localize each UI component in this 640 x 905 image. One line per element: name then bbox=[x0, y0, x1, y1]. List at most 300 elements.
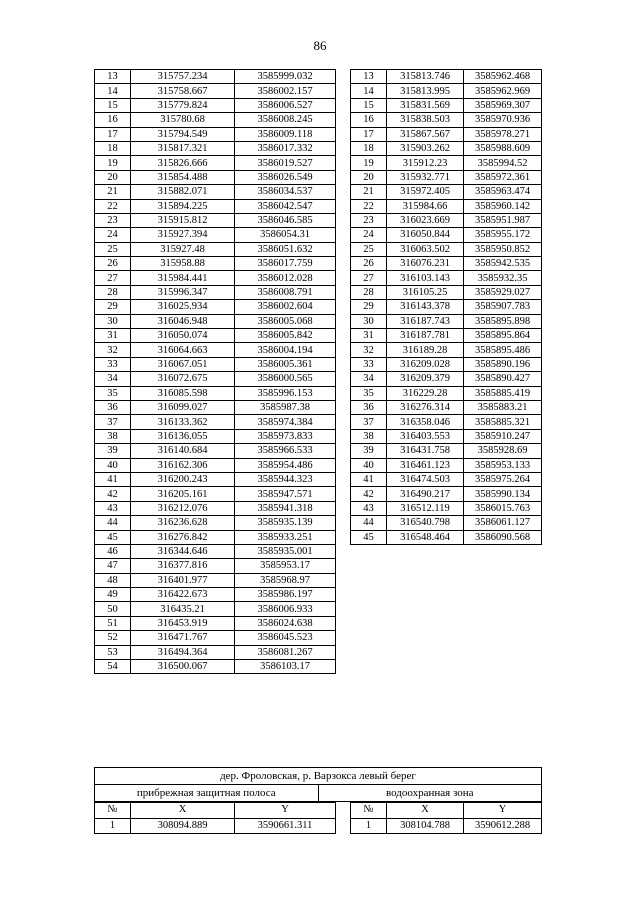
point-number: 51 bbox=[95, 616, 131, 630]
y-coordinate: 3585966.533 bbox=[235, 444, 336, 458]
table-row bbox=[95, 271, 336, 285]
y-coordinate: 3585895.486 bbox=[464, 343, 542, 357]
y-coordinate: 3585928.69 bbox=[464, 444, 542, 458]
point-number: 23 bbox=[351, 213, 387, 227]
table-row bbox=[95, 228, 336, 242]
table-row bbox=[351, 818, 542, 834]
y-coordinate: 3590612.288 bbox=[464, 818, 542, 834]
x-coordinate: 316189.28 bbox=[387, 343, 464, 357]
y-coordinate: 3585955.172 bbox=[464, 228, 542, 242]
x-coordinate: 316046.948 bbox=[131, 314, 235, 328]
y-coordinate: 3586006.527 bbox=[235, 98, 336, 112]
point-number: 14 bbox=[95, 84, 131, 98]
table-row bbox=[351, 429, 542, 443]
y-coordinate: 3585975.264 bbox=[464, 472, 542, 486]
table-row bbox=[351, 372, 542, 386]
table-row bbox=[351, 415, 542, 429]
x-coordinate: 315826.666 bbox=[131, 156, 235, 170]
table-row bbox=[95, 386, 336, 400]
table-row bbox=[351, 300, 542, 314]
y-coordinate: 3586002.604 bbox=[235, 300, 336, 314]
point-number: 27 bbox=[351, 271, 387, 285]
y-coordinate: 3585941.318 bbox=[235, 501, 336, 515]
table-row bbox=[95, 185, 336, 199]
point-number: 25 bbox=[95, 242, 131, 256]
x-coordinate: 316143.378 bbox=[387, 300, 464, 314]
point-number: 40 bbox=[351, 458, 387, 472]
table-row bbox=[95, 257, 336, 271]
x-coordinate: 316344.646 bbox=[131, 544, 235, 558]
point-number: 42 bbox=[95, 487, 131, 501]
point-number: 32 bbox=[95, 343, 131, 357]
table-row bbox=[95, 372, 336, 386]
table-row bbox=[351, 472, 542, 486]
table-row bbox=[351, 70, 542, 84]
y-coordinate: 3586019.527 bbox=[235, 156, 336, 170]
y-coordinate: 3585988.609 bbox=[464, 141, 542, 155]
y-coordinate: 3586005.068 bbox=[235, 314, 336, 328]
table-row bbox=[351, 113, 542, 127]
y-coordinate: 3585935.001 bbox=[235, 544, 336, 558]
table-row bbox=[95, 544, 336, 558]
x-coordinate: 316076.231 bbox=[387, 257, 464, 271]
x-coordinate: 315927.48 bbox=[131, 242, 235, 256]
x-coordinate: 316103.143 bbox=[387, 271, 464, 285]
header-row bbox=[95, 803, 336, 819]
table-row bbox=[95, 487, 336, 501]
table-row bbox=[95, 501, 336, 515]
x-coordinate: 316187.743 bbox=[387, 314, 464, 328]
x-coordinate: 315927.394 bbox=[131, 228, 235, 242]
x-coordinate: 316229.28 bbox=[387, 386, 464, 400]
y-coordinate: 3585890.196 bbox=[464, 357, 542, 371]
y-coordinate: 3585969.307 bbox=[464, 98, 542, 112]
point-number: 27 bbox=[95, 271, 131, 285]
point-number: 35 bbox=[351, 386, 387, 400]
y-coordinate: 3585999.032 bbox=[235, 70, 336, 84]
y-coordinate: 3586024.638 bbox=[235, 616, 336, 630]
x-coordinate: 316085.598 bbox=[131, 386, 235, 400]
point-number: 41 bbox=[95, 472, 131, 486]
x-coordinate: 315915.812 bbox=[131, 213, 235, 227]
table-row bbox=[95, 285, 336, 299]
x-coordinate: 316512.119 bbox=[387, 501, 464, 515]
x-coordinate: 315817.321 bbox=[131, 141, 235, 155]
y-coordinate: 3586045.523 bbox=[235, 631, 336, 645]
point-number: 13 bbox=[351, 70, 387, 84]
point-number: 40 bbox=[95, 458, 131, 472]
table-row bbox=[95, 472, 336, 486]
x-coordinate: 316140.684 bbox=[131, 444, 235, 458]
table-row bbox=[351, 156, 542, 170]
y-coordinate: 3586061.127 bbox=[464, 516, 542, 530]
table-row bbox=[351, 170, 542, 184]
point-number: 13 bbox=[95, 70, 131, 84]
point-number: 21 bbox=[351, 185, 387, 199]
table-row bbox=[95, 199, 336, 213]
point-number: 35 bbox=[95, 386, 131, 400]
x-coordinate: 315912.23 bbox=[387, 156, 464, 170]
y-coordinate: 3585990.134 bbox=[464, 487, 542, 501]
point-number: 36 bbox=[95, 400, 131, 414]
point-number: 18 bbox=[351, 141, 387, 155]
point-number: 14 bbox=[351, 84, 387, 98]
point-number: 30 bbox=[351, 314, 387, 328]
point-number: 44 bbox=[95, 516, 131, 530]
x-coordinate: 315882.071 bbox=[131, 185, 235, 199]
right-zone-table bbox=[350, 802, 542, 834]
x-coordinate: 316540.798 bbox=[387, 516, 464, 530]
x-coordinate: 315813.746 bbox=[387, 70, 464, 84]
y-coordinate: 3586103.17 bbox=[235, 660, 336, 674]
x-coordinate: 316236.628 bbox=[131, 516, 235, 530]
point-number: 28 bbox=[351, 285, 387, 299]
x-coordinate: 316276.842 bbox=[131, 530, 235, 544]
y-coordinate: 3585932.35 bbox=[464, 271, 542, 285]
point-number: 38 bbox=[351, 429, 387, 443]
y-coordinate: 3585944.323 bbox=[235, 472, 336, 486]
x-coordinate: 315932.771 bbox=[387, 170, 464, 184]
y-coordinate: 3585953.17 bbox=[235, 559, 336, 573]
y-coordinate: 3585935.139 bbox=[235, 516, 336, 530]
point-number: 49 bbox=[95, 588, 131, 602]
point-number: 1 bbox=[95, 818, 131, 834]
point-number: 50 bbox=[95, 602, 131, 616]
y-coordinate: 3586006.933 bbox=[235, 602, 336, 616]
point-number: 46 bbox=[95, 544, 131, 558]
y-coordinate: 3586012.028 bbox=[235, 271, 336, 285]
y-coordinate: 3590661.311 bbox=[235, 818, 336, 834]
y-coordinate: 3585883.21 bbox=[464, 400, 542, 414]
x-coordinate: 316500.067 bbox=[131, 660, 235, 674]
y-coordinate: 3585962.468 bbox=[464, 70, 542, 84]
x-coordinate: 316162.306 bbox=[131, 458, 235, 472]
point-number: 30 bbox=[95, 314, 131, 328]
point-number: 33 bbox=[95, 357, 131, 371]
y-coordinate: 3585963.474 bbox=[464, 185, 542, 199]
left-coordinates-table bbox=[94, 69, 336, 674]
x-coordinate: 316072.675 bbox=[131, 372, 235, 386]
point-number: 26 bbox=[95, 257, 131, 271]
x-coordinate: 315958.88 bbox=[131, 257, 235, 271]
point-number: 44 bbox=[351, 516, 387, 530]
table-row bbox=[95, 141, 336, 155]
x-coordinate: 316205.161 bbox=[131, 487, 235, 501]
table-row bbox=[351, 213, 542, 227]
table-row bbox=[95, 98, 336, 112]
point-number: 22 bbox=[351, 199, 387, 213]
x-coordinate: 316474.503 bbox=[387, 472, 464, 486]
table-row bbox=[95, 458, 336, 472]
y-coordinate: 3585986.197 bbox=[235, 588, 336, 602]
point-number: 25 bbox=[351, 242, 387, 256]
table-row bbox=[351, 458, 542, 472]
page-number: 86 bbox=[313, 38, 327, 53]
x-coordinate: 315867.567 bbox=[387, 127, 464, 141]
y-coordinate: 3586051.632 bbox=[235, 242, 336, 256]
table-row bbox=[95, 242, 336, 256]
x-coordinate: 315903.262 bbox=[387, 141, 464, 155]
x-coordinate: 315838.503 bbox=[387, 113, 464, 127]
x-coordinate: 315758.667 bbox=[131, 84, 235, 98]
point-number: 34 bbox=[95, 372, 131, 386]
y-coordinate: 3586017.332 bbox=[235, 141, 336, 155]
table-row bbox=[95, 84, 336, 98]
right-zone-body bbox=[351, 818, 542, 834]
y-coordinate: 3585942.535 bbox=[464, 257, 542, 271]
table-row bbox=[95, 573, 336, 587]
y-coordinate: 3585907.783 bbox=[464, 300, 542, 314]
left-zone-body bbox=[95, 818, 336, 834]
y-coordinate: 3585895.864 bbox=[464, 329, 542, 343]
table-row bbox=[95, 429, 336, 443]
point-number: 17 bbox=[351, 127, 387, 141]
y-coordinate: 3585953.133 bbox=[464, 458, 542, 472]
x-coordinate: 315984.441 bbox=[131, 271, 235, 285]
point-number: 29 bbox=[95, 300, 131, 314]
x-coordinate: 315854.488 bbox=[131, 170, 235, 184]
table-row bbox=[351, 400, 542, 414]
y-coordinate: 3585994.52 bbox=[464, 156, 542, 170]
x-coordinate: 316067.051 bbox=[131, 357, 235, 371]
y-coordinate: 3585885.321 bbox=[464, 415, 542, 429]
point-number: 31 bbox=[351, 329, 387, 343]
table-row bbox=[351, 530, 542, 544]
x-coordinate: 316200.243 bbox=[131, 472, 235, 486]
point-number: 32 bbox=[351, 343, 387, 357]
x-coordinate: 316050.844 bbox=[387, 228, 464, 242]
point-number: 24 bbox=[351, 228, 387, 242]
point-number: 43 bbox=[95, 501, 131, 515]
point-number: 53 bbox=[95, 645, 131, 659]
x-coordinate: 315780.68 bbox=[131, 113, 235, 127]
y-coordinate: 3585951.987 bbox=[464, 213, 542, 227]
x-coordinate: 315813.995 bbox=[387, 84, 464, 98]
table-row bbox=[351, 444, 542, 458]
x-coordinate: 316461.123 bbox=[387, 458, 464, 472]
point-number: 18 bbox=[95, 141, 131, 155]
point-number: 48 bbox=[95, 573, 131, 587]
table-row bbox=[95, 516, 336, 530]
point-number: 42 bbox=[351, 487, 387, 501]
y-coordinate: 3585950.852 bbox=[464, 242, 542, 256]
left-zone-table bbox=[94, 802, 336, 834]
table-row bbox=[351, 501, 542, 515]
x-coordinate: 316064.663 bbox=[131, 343, 235, 357]
table-row bbox=[351, 357, 542, 371]
section-title: дер. Фроловская, р. Варзокса левый берег bbox=[94, 767, 542, 785]
table-row bbox=[351, 98, 542, 112]
table-row bbox=[95, 156, 336, 170]
table-row bbox=[95, 588, 336, 602]
y-coordinate: 3586009.118 bbox=[235, 127, 336, 141]
table-row bbox=[95, 645, 336, 659]
point-number: 26 bbox=[351, 257, 387, 271]
point-number: 39 bbox=[351, 444, 387, 458]
x-coordinate: 316209.379 bbox=[387, 372, 464, 386]
y-coordinate: 3585972.361 bbox=[464, 170, 542, 184]
y-coordinate: 3585968.97 bbox=[235, 573, 336, 587]
table-row bbox=[351, 141, 542, 155]
table-row bbox=[351, 228, 542, 242]
table-row bbox=[95, 127, 336, 141]
y-header: Y bbox=[235, 803, 336, 819]
x-coordinate: 316133.362 bbox=[131, 415, 235, 429]
table-row bbox=[95, 314, 336, 328]
y-coordinate: 3585960.142 bbox=[464, 199, 542, 213]
point-number: 54 bbox=[95, 660, 131, 674]
right-zone-label: водоохранная зона bbox=[319, 785, 543, 802]
table-row bbox=[95, 559, 336, 573]
table-row bbox=[351, 257, 542, 271]
point-number: 16 bbox=[95, 113, 131, 127]
x-coordinate: 315831.569 bbox=[387, 98, 464, 112]
point-number: 23 bbox=[95, 213, 131, 227]
table-row bbox=[95, 357, 336, 371]
point-number: 17 bbox=[95, 127, 131, 141]
x-coordinate: 316358.046 bbox=[387, 415, 464, 429]
y-coordinate: 3585987.38 bbox=[235, 400, 336, 414]
y-coordinate: 3585890.427 bbox=[464, 372, 542, 386]
table-row bbox=[95, 213, 336, 227]
x-coordinate: 316453.919 bbox=[131, 616, 235, 630]
y-coordinate: 3586005.842 bbox=[235, 329, 336, 343]
y-coordinate: 3586081.267 bbox=[235, 645, 336, 659]
y-coordinate: 3585885.419 bbox=[464, 386, 542, 400]
x-coordinate: 316023.669 bbox=[387, 213, 464, 227]
point-number: 47 bbox=[95, 559, 131, 573]
table-row bbox=[95, 660, 336, 674]
point-number: 20 bbox=[95, 170, 131, 184]
table-row bbox=[351, 242, 542, 256]
y-coordinate: 3585970.936 bbox=[464, 113, 542, 127]
y-coordinate: 3585910.247 bbox=[464, 429, 542, 443]
x-coordinate: 316490.217 bbox=[387, 487, 464, 501]
point-number: 21 bbox=[95, 185, 131, 199]
x-coordinate: 315779.824 bbox=[131, 98, 235, 112]
point-number: 15 bbox=[351, 98, 387, 112]
y-coordinate: 3586026.549 bbox=[235, 170, 336, 184]
table-row bbox=[351, 329, 542, 343]
point-number: 37 bbox=[95, 415, 131, 429]
x-coordinate: 316431.758 bbox=[387, 444, 464, 458]
y-coordinate: 3585895.898 bbox=[464, 314, 542, 328]
y-coordinate: 3585954.486 bbox=[235, 458, 336, 472]
table-row bbox=[351, 199, 542, 213]
table-row bbox=[95, 329, 336, 343]
left-table-body bbox=[95, 70, 336, 674]
y-coordinate: 3585933.251 bbox=[235, 530, 336, 544]
y-coordinate: 3586054.31 bbox=[235, 228, 336, 242]
x-coordinate: 315972.405 bbox=[387, 185, 464, 199]
point-number: 33 bbox=[351, 357, 387, 371]
table-row bbox=[95, 602, 336, 616]
x-coordinate: 315984.66 bbox=[387, 199, 464, 213]
table-row bbox=[95, 616, 336, 630]
x-coordinate: 316435.21 bbox=[131, 602, 235, 616]
x-coordinate: 315794.549 bbox=[131, 127, 235, 141]
section-header bbox=[94, 767, 542, 802]
table-row bbox=[95, 818, 336, 834]
y-coordinate: 3586002.157 bbox=[235, 84, 336, 98]
table-row bbox=[95, 300, 336, 314]
x-coordinate: 316063.502 bbox=[387, 242, 464, 256]
table-row bbox=[351, 516, 542, 530]
x-coordinate: 316136.055 bbox=[131, 429, 235, 443]
table-row bbox=[95, 170, 336, 184]
x-coordinate: 316401.977 bbox=[131, 573, 235, 587]
point-number: 24 bbox=[95, 228, 131, 242]
point-number: 43 bbox=[351, 501, 387, 515]
x-coordinate: 316422.673 bbox=[131, 588, 235, 602]
point-number: 28 bbox=[95, 285, 131, 299]
x-coordinate: 316209.028 bbox=[387, 357, 464, 371]
y-coordinate: 3586000.565 bbox=[235, 372, 336, 386]
table-row bbox=[95, 70, 336, 84]
x-coordinate: 315894.225 bbox=[131, 199, 235, 213]
point-number: 19 bbox=[351, 156, 387, 170]
point-number: 45 bbox=[351, 530, 387, 544]
table-row bbox=[95, 113, 336, 127]
point-number: 41 bbox=[351, 472, 387, 486]
y-coordinate: 3586005.361 bbox=[235, 357, 336, 371]
point-number: 36 bbox=[351, 400, 387, 414]
x-coordinate: 316548.464 bbox=[387, 530, 464, 544]
y-coordinate: 3586042.547 bbox=[235, 199, 336, 213]
table-row bbox=[351, 343, 542, 357]
y-coordinate: 3586015.763 bbox=[464, 501, 542, 515]
y-coordinate: 3586004.194 bbox=[235, 343, 336, 357]
x-coordinate: 316471.767 bbox=[131, 631, 235, 645]
x-coordinate: 316050.074 bbox=[131, 329, 235, 343]
y-coordinate: 3585962.969 bbox=[464, 84, 542, 98]
table-row bbox=[95, 530, 336, 544]
table-row bbox=[351, 127, 542, 141]
y-coordinate: 3585996.153 bbox=[235, 386, 336, 400]
y-coordinate: 3585947.571 bbox=[235, 487, 336, 501]
x-coordinate: 316187.781 bbox=[387, 329, 464, 343]
y-coordinate: 3585929.027 bbox=[464, 285, 542, 299]
y-header: Y bbox=[464, 803, 542, 819]
x-coordinate: 316212.076 bbox=[131, 501, 235, 515]
table-row bbox=[351, 386, 542, 400]
x-coordinate: 316099.027 bbox=[131, 400, 235, 414]
x-coordinate: 316494.364 bbox=[131, 645, 235, 659]
left-zone-label: прибрежная защитная полоса bbox=[94, 785, 319, 802]
x-coordinate: 316377.816 bbox=[131, 559, 235, 573]
y-coordinate: 3586090.568 bbox=[464, 530, 542, 544]
table-row bbox=[95, 400, 336, 414]
point-number: 20 bbox=[351, 170, 387, 184]
x-header: X bbox=[387, 803, 464, 819]
point-number: 37 bbox=[351, 415, 387, 429]
point-number: 29 bbox=[351, 300, 387, 314]
table-row bbox=[95, 343, 336, 357]
x-coordinate: 315996.347 bbox=[131, 285, 235, 299]
table-row bbox=[351, 314, 542, 328]
table-row bbox=[351, 185, 542, 199]
table-row bbox=[351, 271, 542, 285]
x-coordinate: 316105.25 bbox=[387, 285, 464, 299]
num-header: № bbox=[95, 803, 131, 819]
x-coordinate: 308104.788 bbox=[387, 818, 464, 834]
num-header: № bbox=[351, 803, 387, 819]
y-coordinate: 3586008.245 bbox=[235, 113, 336, 127]
table-row bbox=[351, 84, 542, 98]
x-coordinate: 316276.314 bbox=[387, 400, 464, 414]
point-number: 31 bbox=[95, 329, 131, 343]
x-coordinate: 316403.553 bbox=[387, 429, 464, 443]
